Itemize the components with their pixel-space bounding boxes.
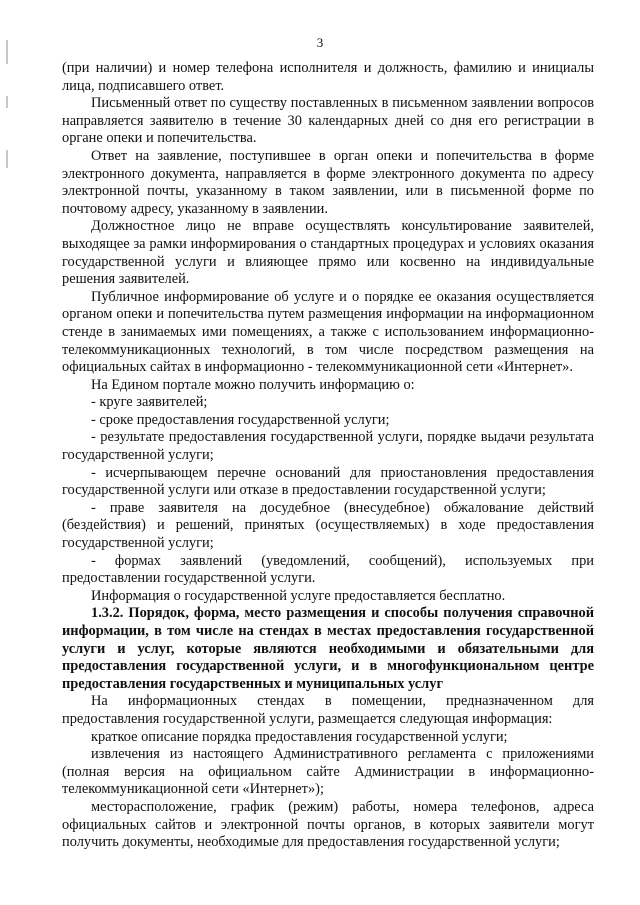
paragraph: Письменный ответ по существу поставленных в письменном заявлении вопросов направляется заявителю в течение 30 календарных дней со дня его регистрации в органе опеки и попечительства. bbox=[62, 95, 594, 147]
paragraph: извлечения из настоящего Административного регламента с приложениями (полная версия на официальном сайте Администрации в информационно-телекоммуникационной сети «Интернет»); bbox=[62, 746, 594, 798]
list-item: - формах заявлений (уведомлений, сообщений), используемых при предоставлении государственной услуги. bbox=[62, 552, 594, 587]
paragraph: (при наличии) и номер телефона исполнителя и должность, фамилию и инициалы лица, подписавшего ответ. bbox=[62, 60, 594, 94]
paragraph: На Едином портале можно получить информацию о: bbox=[91, 376, 415, 393]
list-item: - круге заявителей; bbox=[91, 394, 208, 411]
scan-margin-mark bbox=[6, 150, 8, 168]
paragraph: Ответ на заявление, поступившее в орган опеки и попечительства в форме электронного документа, направляется в форме электронного документа по адресу электронной почты, указанному в таком заявлении, или в письменной форме по почтовому адресу, указанному в заявлении. bbox=[62, 147, 594, 217]
paragraph: краткое описание порядка предоставления государственной услуги; bbox=[91, 728, 508, 745]
paragraph: Информация о государственной услуге предоставляется бесплатно. bbox=[91, 587, 506, 604]
list-item: - праве заявителя на досудебное (внесудебное) обжалование действий (бездействия) и решений, принятых (осуществляемых) в ходе предоставления государственной услуги; bbox=[62, 499, 594, 552]
paragraph: На информационных стендах в помещении, предназначенном для предоставления государственной услуги, размещается следующая информация: bbox=[62, 693, 594, 727]
document-body bbox=[62, 60, 594, 852]
section-heading: 1.3.2. Порядок, форма, место размещения и способы получения справочной информации, в том числе на стендах в местах предоставления государственной услуги и услуг, которые являются необходимыми и обязательными для предоставления государственной услуги, и в многофункциональном центре предоставления государственных и муниципальных услуг bbox=[62, 605, 594, 692]
paragraph: месторасположение, график (режим) работы, номера телефонов, адреса официальных сайтов и электронной почты органов, в которых заявители могут получить документы, необходимые для предоставления государственной услуги; bbox=[62, 798, 594, 851]
list-item: - исчерпывающем перечне оснований для приостановления предоставления государственной услуги или отказе в предоставлении государственной услуги; bbox=[62, 464, 594, 499]
paragraph: Должностное лицо не вправе осуществлять консультирование заявителей, выходящее за рамки информирования о стандартных процедурах и условиях оказания государственной услуги и влияющее прямо или косвенно на индивидуальные решения заявителей. bbox=[62, 218, 594, 288]
scan-margin-mark bbox=[6, 96, 8, 108]
list-item: - результате предоставления государственной услуги, порядке выдачи результата государственной услуги; bbox=[62, 429, 594, 464]
paragraph: Публичное информирование об услуге и о порядке ее оказания осуществляется органом опеки и попечительства путем размещения информации на информационном стенде в занимаемых ими помещениях, а также с использованием информационно-телекоммуникационных технологий, в том числе посредством размещения на официальных сайтах в информационно - телекоммуникационной сети «Интернет». bbox=[62, 288, 594, 376]
page-number: 3 bbox=[316, 35, 324, 50]
list-item: - сроке предоставления государственной услуги; bbox=[91, 411, 390, 428]
